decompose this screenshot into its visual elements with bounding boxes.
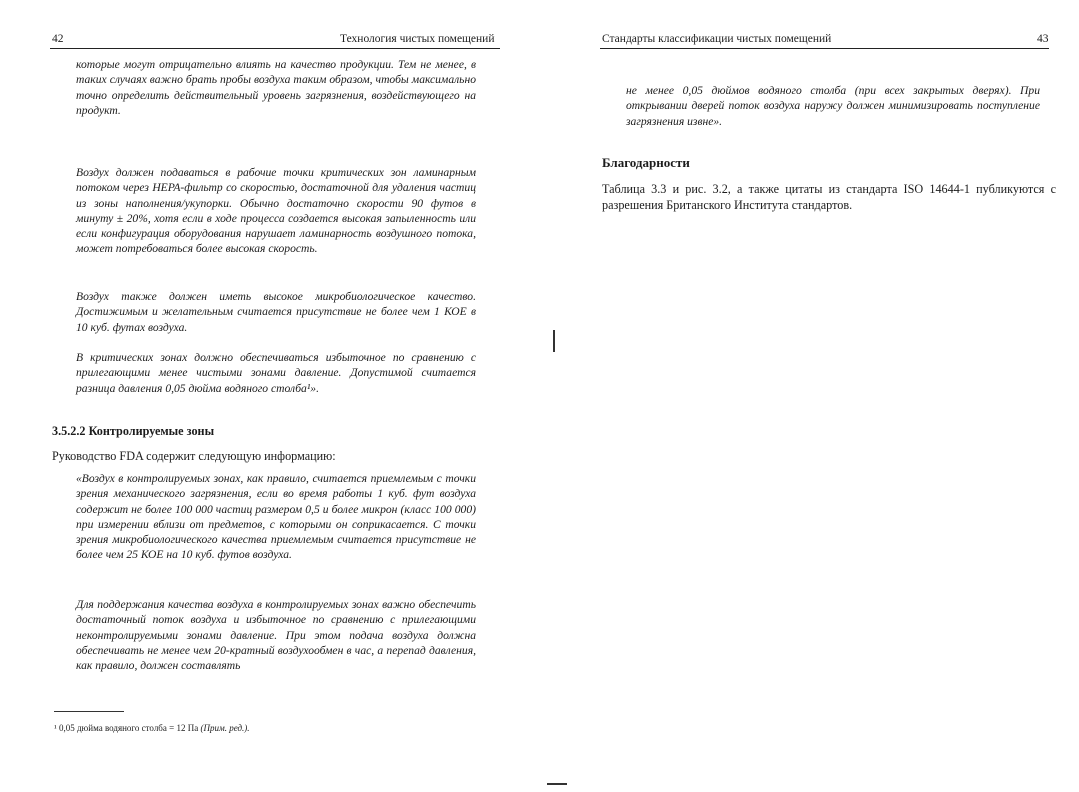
- quote-paragraph-2: Воздух должен подаваться в рабочие точки критических зон ламинарным потоком через HEPA-фильтр со скоростью, достаточной для удаления частиц из зоны наполнения/укупорки. Обычно достаточно скорости 90 футов в минуту ± 20%, хотя если в ходе процесса создается высокая запыленность или если конфигурация оборудования нарушает ламинарность воздушного потока, может потребоваться более высокая скорость.: [76, 166, 476, 256]
- quote-paragraph-3: Воздух также должен иметь высокое микробиологическое качество. Достижимым и желательным считается присутствие не более чем 1 КОЕ в 10 куб. футах воздуха.: [76, 290, 476, 334]
- right-page: [540, 0, 1079, 792]
- quote-paragraph-1: которые могут отрицательно влиять на качество продукции. Тем не менее, в таких случаях важно брать пробы воздуха таким образом, чтобы максимально точно определить действительный уровень загрязнения, воздействующего на продукт.: [76, 58, 476, 117]
- section-heading: Благодарности: [602, 155, 690, 170]
- intro-text: Руководство FDA содержит следующую информацию:: [52, 449, 336, 463]
- footnote-rule: [54, 711, 124, 712]
- header-rule: [50, 48, 500, 49]
- quote-paragraph-5: «Воздух в контролируемых зонах, как правило, считается приемлемым с точки зрения механического загрязнения, если во время работы 1 куб. фут воздуха содержит не более 100 000 частиц размером 0,5 и более микрон (класс 100 000) при измерении вблизи от предметов, с которыми он соприкасается. С точки зрения микробиологического качества приемлемым считается присутствие не более чем 25 КОЕ на 10 куб. футов воздуха.: [76, 472, 476, 562]
- page-number: 42: [52, 33, 64, 45]
- running-header: Стандарты классификации чистых помещений: [602, 33, 832, 45]
- section-heading: 3.5.2.2 Контролируемые зоны: [52, 424, 215, 438]
- body-paragraph: Таблица 3.3 и рис. 3.2, а также цитаты из стандарта ISO 14644-1 публикуются с разрешения Британского Института стандартов.: [602, 182, 1056, 212]
- page-number: 43: [1037, 33, 1049, 45]
- quote-paragraph-1: не менее 0,05 дюймов водяного столба (при всех закрытых дверях). При открывании дверей поток воздуха наружу должен минимизировать поступление загрязнения извне».: [626, 84, 1040, 128]
- scan-artifact-mark: [547, 783, 567, 785]
- header-rule: [600, 48, 1049, 49]
- scan-artifact-mark: [553, 330, 555, 352]
- footnote: ¹ 0,05 дюйма водяного столба = 12 Па (Прим. ред.).: [54, 723, 250, 733]
- quote-paragraph-6: Для поддержания качества воздуха в контролируемых зонах важно обеспечить достаточный поток воздуха и избыточное по сравнению с прилегающими неконтролируемыми зонами давление. При этом подача воздуха должна обеспечивать не менее чем 20-кратный воздухообмен в час, а перепад давления, как правило, должен составлять: [76, 598, 476, 673]
- running-header: Технология чистых помещений: [340, 33, 495, 45]
- quote-paragraph-4: В критических зонах должно обеспечиваться избыточное по сравнению с прилегающими менее чистыми зонами давление. Допустимой считается разница давления 0,05 дюйма водяного столба¹».: [76, 351, 476, 395]
